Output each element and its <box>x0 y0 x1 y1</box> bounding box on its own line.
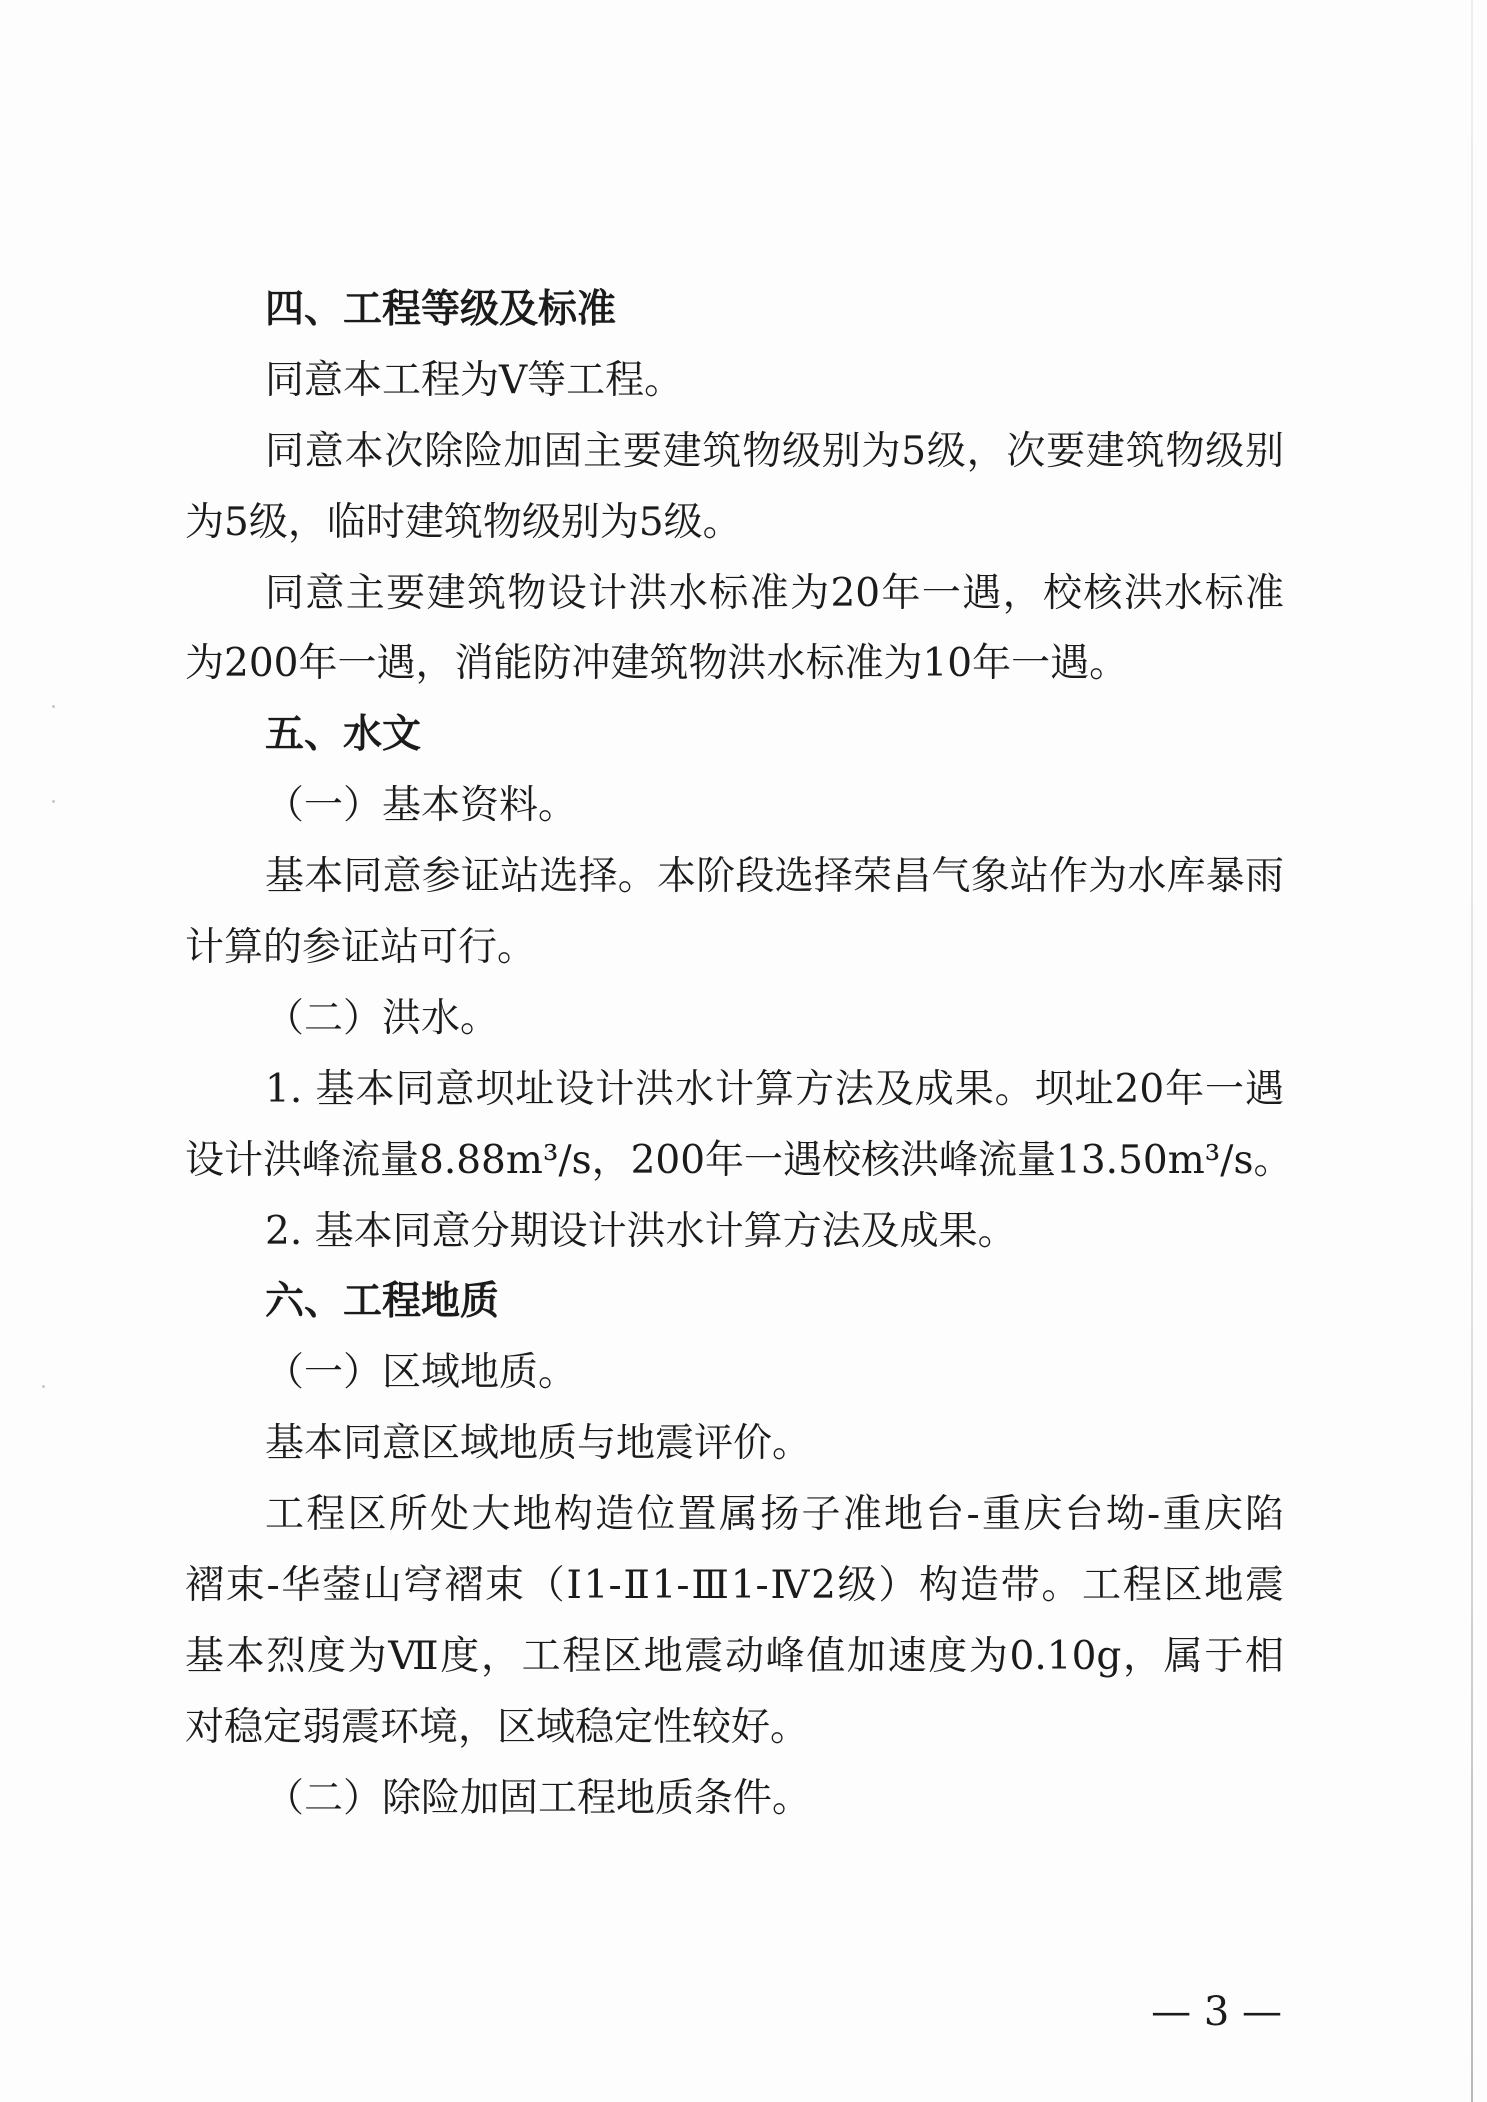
paragraph-line: （二）除险加固工程地质条件。 <box>265 1775 812 1821</box>
paragraph <box>185 417 1284 559</box>
paragraph-line: 对稳定弱震环境，区域稳定性较好。 <box>185 1704 810 1750</box>
page-number: — 3 — <box>1151 1989 1282 2035</box>
numbered-item <box>185 1055 1293 1197</box>
subsection-heading <box>185 1338 1284 1409</box>
paragraph-line: 计算的参证站可行。 <box>185 925 537 971</box>
scan-speck <box>52 800 55 803</box>
scan-speck <box>42 1385 45 1388</box>
paragraph-line: 同意主要建筑物设计洪水标准为20年一遇，校核洪水标准 <box>265 570 1284 616</box>
paragraph-line: 同意本次除险加固主要建筑物级别为5级，次要建筑物级别 <box>265 428 1284 474</box>
paragraph <box>185 1409 1284 1480</box>
paragraph-line: 褶束-华蓥山穹褶束（Ⅰ1-Ⅱ1-Ⅲ1-Ⅳ2级）构造带。工程区地震 <box>185 1563 1284 1609</box>
paragraph-line: （二）洪水。 <box>265 995 500 1041</box>
paragraph-line: 为200年一遇，消能防冲建筑物洪水标准为10年一遇。 <box>185 641 1129 687</box>
subsection-heading <box>185 771 1284 842</box>
paragraph-line: 基本同意区域地质与地震评价。 <box>265 1421 812 1467</box>
paragraph-line: 为5级，临时建筑物级别为5级。 <box>185 499 742 545</box>
paragraph <box>185 1480 1284 1764</box>
section-heading: 四、工程等级及标准 <box>265 287 617 332</box>
paragraph-line: （一）基本资料。 <box>265 783 578 829</box>
paragraph <box>185 842 1284 984</box>
paragraph <box>185 346 1284 417</box>
paragraph-line: 1. 基本同意坝址设计洪水计算方法及成果。坝址20年一遇 <box>265 1066 1284 1112</box>
paragraph-line: 工程区所处大地构造位置属扬子准地台-重庆台坳-重庆陷 <box>265 1492 1284 1538</box>
scan-speck <box>52 705 55 708</box>
scan-edge <box>1471 0 1473 2102</box>
paragraph-line: 基本烈度为Ⅶ度，工程区地震动峰值加速度为0.10g，属于相 <box>185 1633 1284 1679</box>
section-heading: 五、水文 <box>265 712 422 758</box>
paragraph-line: 设计洪峰流量8.88m³/s，200年一遇校核洪峰流量13.50m³/s。 <box>185 1137 1293 1183</box>
paragraph-line: 基本同意参证站选择。本阶段选择荣昌气象站作为水库暴雨 <box>265 854 1284 900</box>
paragraph-line: 同意本工程为Ⅴ等工程。 <box>265 357 684 403</box>
subsection-heading <box>185 984 1284 1055</box>
paragraph-line: 2. 基本同意分期设计洪水计算方法及成果。 <box>265 1208 1017 1254</box>
numbered-item <box>185 1197 1284 1268</box>
paragraph <box>185 559 1284 701</box>
subsection-heading <box>185 1764 1284 1835</box>
document-body <box>185 275 1293 1835</box>
paragraph-line: （一）区域地质。 <box>265 1350 578 1396</box>
section-heading: 六、工程地质 <box>265 1279 500 1325</box>
